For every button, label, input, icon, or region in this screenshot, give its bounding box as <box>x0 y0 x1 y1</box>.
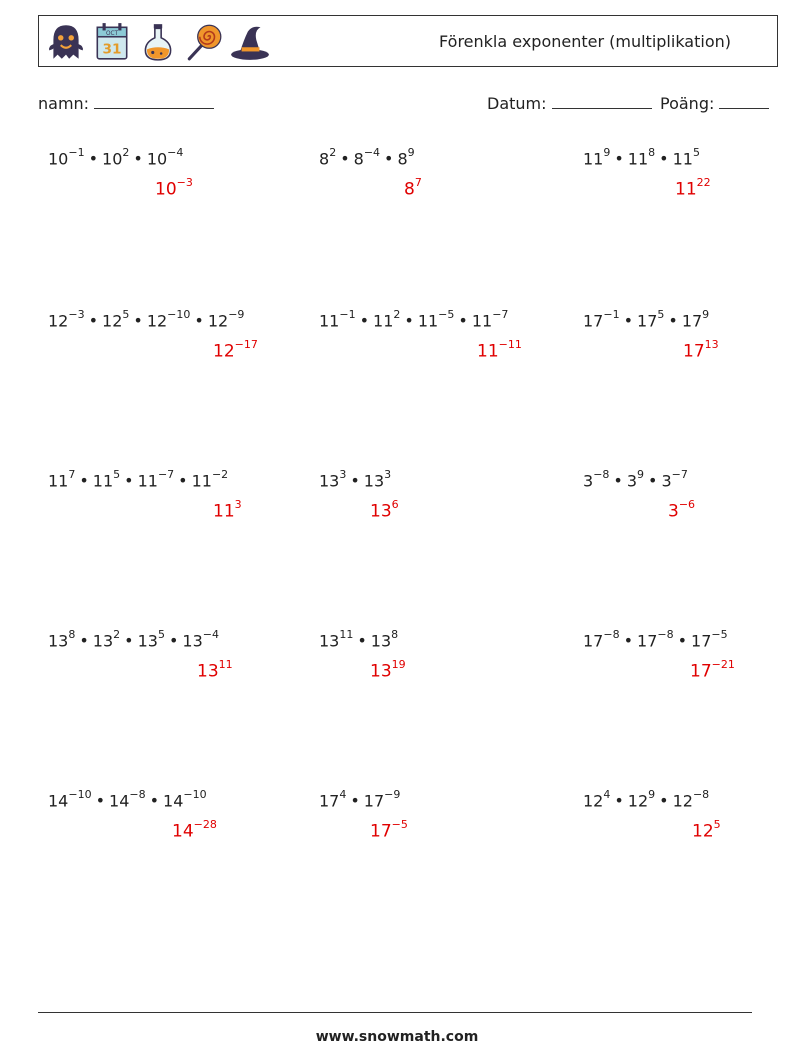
answer-12 <box>690 660 735 682</box>
answer-base: 11 <box>213 501 235 522</box>
multiply-dot: • <box>178 471 188 491</box>
term-exponent: −7 <box>157 468 175 481</box>
answer-14 <box>370 820 408 842</box>
term-exponent: −1 <box>68 146 85 159</box>
answer-exponent: −21 <box>711 658 735 671</box>
answer-2 <box>404 178 422 200</box>
multiply-dot: • <box>648 471 658 491</box>
answer-base: 8 <box>404 179 415 200</box>
date-field[interactable] <box>487 94 652 113</box>
answer-base: 17 <box>683 341 705 362</box>
problem-7 <box>48 470 228 490</box>
term-exponent: −10 <box>183 788 207 801</box>
answer-exponent: 13 <box>704 338 719 351</box>
calendar-month-text: OCT <box>105 31 119 38</box>
term-exponent: 5 <box>157 628 165 641</box>
term-base: 3 <box>661 471 672 491</box>
term-exponent: 2 <box>329 146 337 159</box>
multiply-dot: • <box>149 791 160 811</box>
term-exponent: −8 <box>593 468 610 481</box>
term-base: 11 <box>627 149 649 169</box>
answer-exponent: −11 <box>498 338 522 351</box>
multiply-dot: • <box>357 631 367 651</box>
term-exponent: −10 <box>68 788 92 801</box>
term-exponent: 9 <box>702 308 710 321</box>
answer-exponent: 3 <box>234 498 242 511</box>
term-base: 14 <box>48 791 69 811</box>
score-label: Poäng: <box>660 94 715 113</box>
term-exponent: 2 <box>393 308 401 321</box>
multiply-dot: • <box>668 311 678 331</box>
problem-10 <box>48 630 219 650</box>
name-blank[interactable] <box>94 94 214 109</box>
multiply-dot: • <box>384 149 394 169</box>
answer-base: 11 <box>675 179 697 200</box>
multiply-dot: • <box>613 471 623 491</box>
term-base: 11 <box>417 311 439 331</box>
answer-6 <box>683 340 719 362</box>
term-exponent: 9 <box>603 146 611 159</box>
problem-15 <box>583 790 709 810</box>
term-base: 13 <box>182 631 203 651</box>
name-field[interactable] <box>38 94 214 113</box>
problem-9 <box>583 470 688 490</box>
term-base: 11 <box>672 149 693 169</box>
multiply-dot: • <box>133 149 143 169</box>
answer-1 <box>155 178 193 200</box>
answer-7 <box>213 500 242 522</box>
term-exponent: 9 <box>407 146 415 159</box>
multiply-dot: • <box>350 471 360 491</box>
answer-base: 12 <box>692 821 714 842</box>
witch-hat-icon <box>229 21 271 63</box>
score-field[interactable] <box>660 94 769 113</box>
problem-5 <box>319 310 508 330</box>
potion-icon <box>137 21 179 63</box>
term-exponent: −4 <box>167 146 184 159</box>
term-base: 12 <box>48 311 69 331</box>
term-base: 11 <box>373 311 394 331</box>
multiply-dot: • <box>359 311 370 331</box>
multiply-dot: • <box>88 149 99 169</box>
problem-12 <box>583 630 728 650</box>
term-base: 10 <box>146 149 168 169</box>
date-label: Datum: <box>487 94 547 113</box>
header-box <box>38 15 778 67</box>
term-base: 8 <box>397 149 408 169</box>
term-base: 17 <box>637 631 658 651</box>
answer-4 <box>213 340 258 362</box>
term-base: 13 <box>363 471 385 491</box>
name-label: namn: <box>38 94 90 113</box>
term-base: 12 <box>146 311 168 331</box>
icon-strip <box>45 19 271 65</box>
answer-8 <box>370 500 399 522</box>
term-base: 11 <box>191 471 212 491</box>
term-exponent: −9 <box>228 308 245 321</box>
multiply-dot: • <box>614 149 624 169</box>
problem-11 <box>319 630 398 650</box>
multiply-dot: • <box>623 631 634 651</box>
term-base: 3 <box>583 471 594 491</box>
multiply-dot: • <box>124 631 134 651</box>
multiply-dot: • <box>350 791 360 811</box>
calendar-day-text: 31 <box>102 41 122 58</box>
term-base: 11 <box>92 471 114 491</box>
multiply-dot: • <box>623 311 634 331</box>
answer-base: 17 <box>690 661 712 682</box>
answer-exponent: −3 <box>176 176 193 189</box>
term-exponent: 5 <box>692 146 700 159</box>
multiply-dot: • <box>194 311 204 331</box>
multiply-dot: • <box>659 149 669 169</box>
problem-8 <box>319 470 391 490</box>
answer-exponent: 22 <box>696 176 711 189</box>
term-exponent: −5 <box>438 308 455 321</box>
answer-exponent: −5 <box>391 818 408 831</box>
multiply-dot: • <box>124 471 134 491</box>
term-exponent: 2 <box>122 146 130 159</box>
term-base: 12 <box>583 791 604 811</box>
term-exponent: 8 <box>68 628 76 641</box>
problem-1 <box>48 148 183 168</box>
term-exponent: 3 <box>384 468 392 481</box>
term-exponent: 8 <box>391 628 399 641</box>
term-base: 8 <box>353 149 364 169</box>
term-exponent: 2 <box>113 628 121 641</box>
term-exponent: 4 <box>339 788 347 801</box>
term-exponent: 4 <box>603 788 611 801</box>
answer-base: 3 <box>668 501 679 522</box>
problem-14 <box>319 790 400 810</box>
problem-13 <box>48 790 207 810</box>
multiply-dot: • <box>88 311 99 331</box>
term-base: 8 <box>319 149 330 169</box>
answer-13 <box>172 820 217 842</box>
term-exponent: 7 <box>68 468 76 481</box>
ghost-icon <box>45 21 87 63</box>
answer-exponent: 5 <box>713 818 721 831</box>
term-base: 11 <box>471 311 493 331</box>
multiply-dot: • <box>404 311 414 331</box>
term-exponent: −7 <box>492 308 509 321</box>
term-base: 14 <box>163 791 184 811</box>
term-base: 17 <box>637 311 658 331</box>
term-base: 11 <box>319 311 340 331</box>
term-exponent: −10 <box>167 308 191 321</box>
term-base: 11 <box>137 471 158 491</box>
term-base: 13 <box>48 631 69 651</box>
term-base: 13 <box>92 631 114 651</box>
answer-5 <box>477 340 522 362</box>
term-exponent: 5 <box>122 308 130 321</box>
answer-base: 17 <box>370 821 392 842</box>
multiply-dot: • <box>458 311 468 331</box>
multiply-dot: • <box>677 631 688 651</box>
answer-base: 12 <box>213 341 235 362</box>
answer-exponent: −17 <box>234 338 258 351</box>
answer-exponent: 7 <box>414 176 422 189</box>
multiply-dot: • <box>659 791 669 811</box>
term-base: 10 <box>102 149 123 169</box>
term-exponent: −3 <box>68 308 85 321</box>
term-exponent: 3 <box>339 468 347 481</box>
term-exponent: 11 <box>339 628 354 641</box>
multiply-dot: • <box>168 631 179 651</box>
footer-site: www.snowmath.com <box>315 1029 479 1045</box>
answer-base: 13 <box>370 501 392 522</box>
term-exponent: 8 <box>648 146 656 159</box>
term-base: 17 <box>363 791 385 811</box>
term-exponent: −7 <box>671 468 688 481</box>
term-base: 17 <box>319 791 340 811</box>
term-base: 3 <box>626 471 638 491</box>
multiply-dot: • <box>614 791 624 811</box>
term-base: 13 <box>319 631 340 651</box>
term-exponent: −8 <box>603 628 620 641</box>
answer-exponent: 11 <box>218 658 233 671</box>
worksheet-title: Förenkla exponenter (multiplikation) <box>439 32 731 51</box>
multiply-dot: • <box>79 471 89 491</box>
term-exponent: −4 <box>363 146 381 159</box>
term-exponent: −5 <box>711 628 728 641</box>
answer-3 <box>675 178 711 200</box>
term-base: 17 <box>583 311 604 331</box>
term-base: 12 <box>102 311 123 331</box>
term-exponent: −1 <box>603 308 620 321</box>
term-exponent: −8 <box>692 788 710 801</box>
answer-exponent: −6 <box>678 498 696 511</box>
term-base: 17 <box>691 631 712 651</box>
problem-2 <box>319 148 415 168</box>
calendar-icon <box>91 21 133 63</box>
answer-exponent: 19 <box>391 658 406 671</box>
score-blank[interactable] <box>719 94 769 109</box>
term-base: 11 <box>48 471 69 491</box>
answer-11 <box>370 660 406 682</box>
term-exponent: −2 <box>211 468 229 481</box>
term-base: 13 <box>137 631 158 651</box>
multiply-dot: • <box>133 311 143 331</box>
problem-4 <box>48 310 244 330</box>
term-base: 11 <box>583 149 604 169</box>
term-base: 17 <box>681 311 703 331</box>
date-blank[interactable] <box>552 94 652 109</box>
answer-10 <box>197 660 233 682</box>
answer-exponent: −28 <box>193 818 217 831</box>
term-exponent: 5 <box>113 468 121 481</box>
answer-base: 13 <box>370 661 392 682</box>
term-exponent: −8 <box>129 788 146 801</box>
multiply-dot: • <box>79 631 89 651</box>
lollipop-icon <box>183 21 225 63</box>
term-exponent: 5 <box>657 308 665 321</box>
term-base: 13 <box>370 631 392 651</box>
answer-base: 11 <box>477 341 499 362</box>
multiply-dot: • <box>340 149 350 169</box>
answer-base: 13 <box>197 661 219 682</box>
term-base: 13 <box>319 471 340 491</box>
term-base: 12 <box>672 791 693 811</box>
answer-9 <box>668 500 695 522</box>
answer-base: 14 <box>172 821 194 842</box>
problem-6 <box>583 310 709 330</box>
term-exponent: −4 <box>202 628 219 641</box>
term-exponent: −1 <box>339 308 356 321</box>
footer-divider <box>38 1012 752 1013</box>
term-exponent: −8 <box>657 628 674 641</box>
answer-base: 10 <box>155 179 177 200</box>
answer-15 <box>692 820 721 842</box>
multiply-dot: • <box>95 791 106 811</box>
term-exponent: 9 <box>648 788 656 801</box>
term-base: 17 <box>583 631 604 651</box>
answer-exponent: 6 <box>391 498 399 511</box>
term-base: 14 <box>109 791 130 811</box>
term-base: 12 <box>207 311 229 331</box>
term-base: 10 <box>48 149 69 169</box>
term-exponent: −9 <box>384 788 401 801</box>
problem-3 <box>583 148 700 168</box>
term-base: 12 <box>627 791 649 811</box>
term-exponent: 9 <box>637 468 645 481</box>
